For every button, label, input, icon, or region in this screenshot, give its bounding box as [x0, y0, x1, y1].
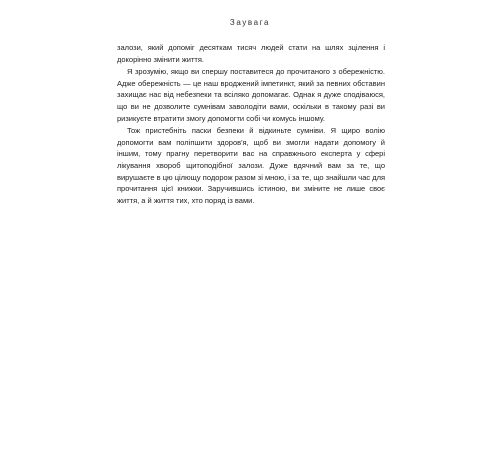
paragraph-seatbelts: Тож пристебніть паски безпеки й відкиньте сумніви. Я щиро волію допомогти вам поліпшити здоров'я, щоб ви змогли надати допомогу й іншим, тому прагну перетворити вас на справжнього експерта у сфері лікування хвороб щитоподібної залози. Дуже вдячний вам за те, що вирушаєте в цю цілющу подорож разом зі мною, і за те, що знайшли час для прочитання цієї книжки. Заручившись істиною, ви зміните не лише своє життя, а й життя тих, хто поряд із вами. [117, 126, 386, 205]
running-header: Заувага [229, 18, 271, 27]
body-text [117, 42, 385, 207]
paragraph-continued: залози, який допоміг десяткам тисяч людей стати на шлях зцілення і докорінно змінити життя. [117, 43, 385, 64]
paragraph-caution: Я зрозумію, якщо ви спершу поставитеся до прочитаного з обережністю. Адже обережність — це наш вроджений імпетинкт, який за певних обставин захищає нас від небезпеки та всіляко допомагає. Однак я дуже сподіваюся, що ви не дозволите сумнівам заволодіти вами, оскільки в такому разі ви ризикуєте втратити змогу допомогти собі чи комусь іншому. [117, 67, 385, 123]
